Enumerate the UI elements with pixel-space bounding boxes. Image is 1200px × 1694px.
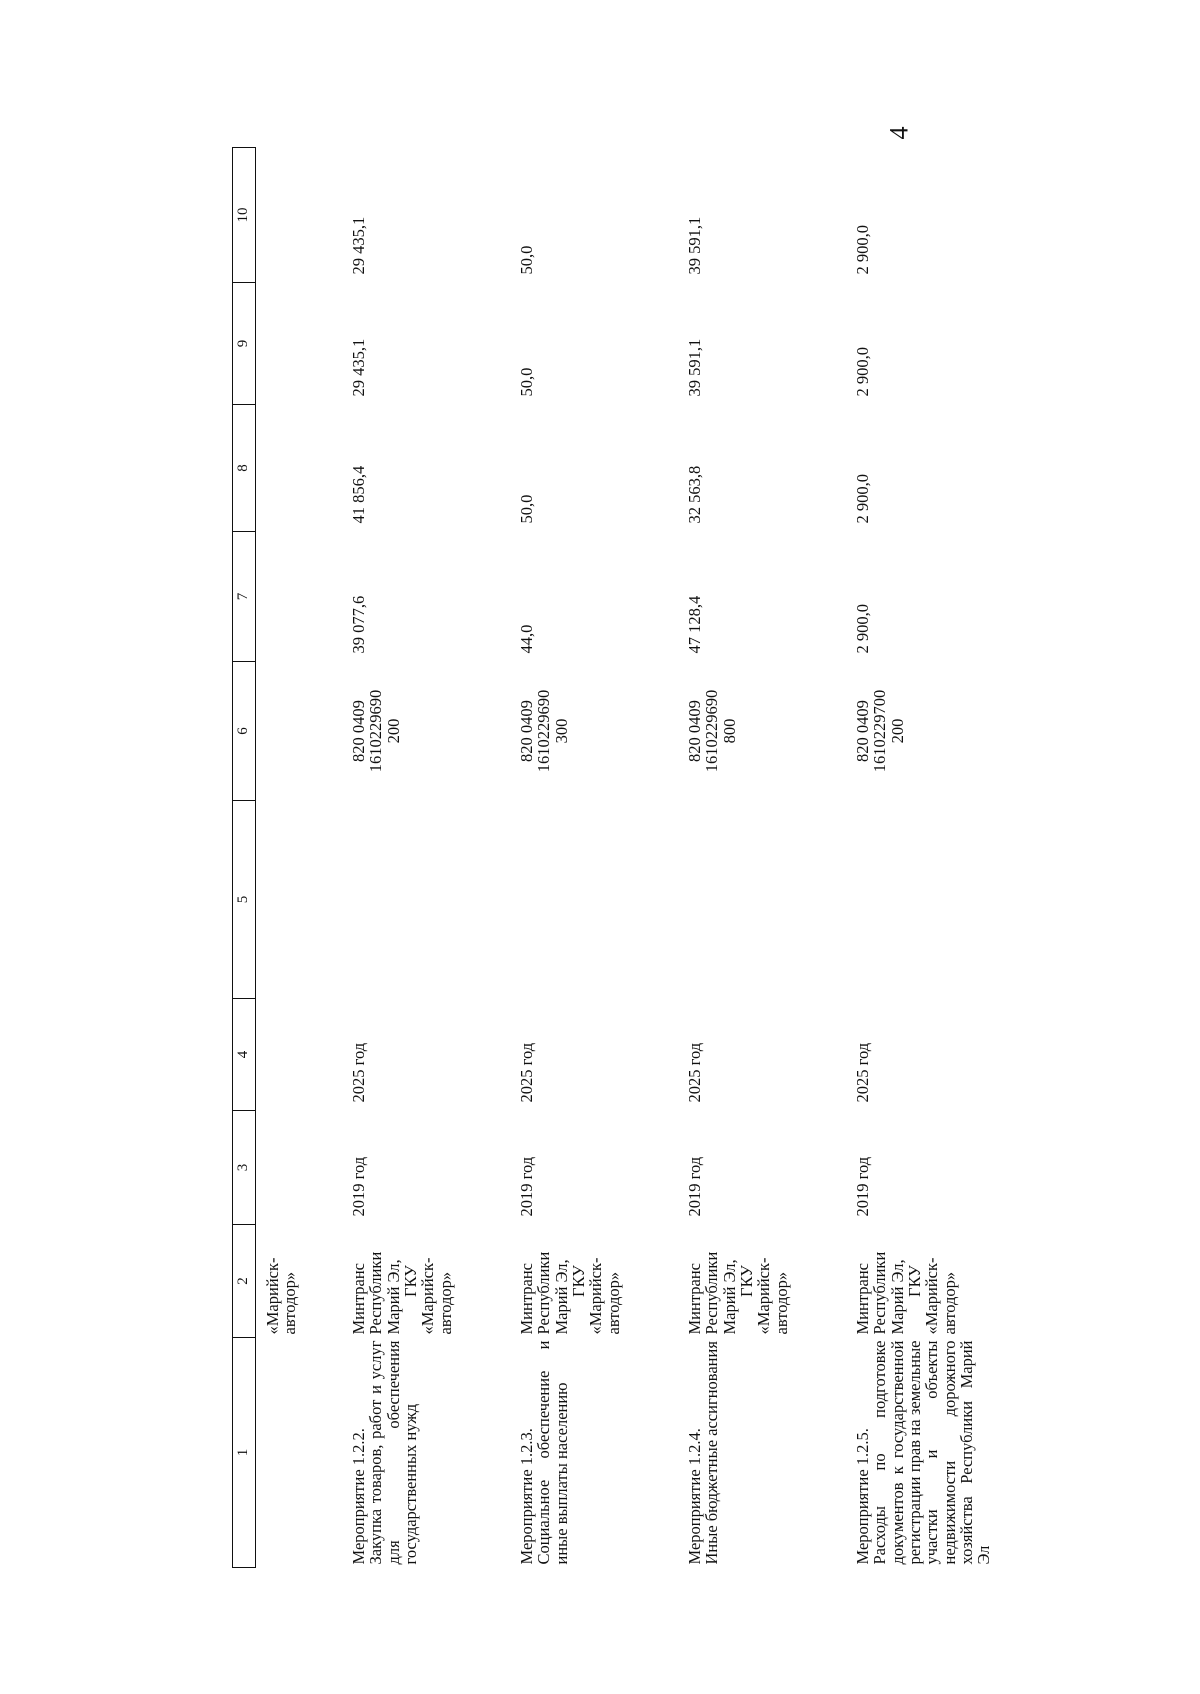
value-col8: 32 563,8 [685,465,704,524]
value-col8: 2 900,0 [853,474,872,524]
executor-line: «Марийск- [586,1257,606,1335]
start-year-cell: 2019 год [853,1156,872,1217]
executor-line: «Марийск- [754,1257,774,1335]
measure-cell [680,1338,848,1568]
executor-cell [680,1225,848,1338]
executor-line: Минтранс [853,1263,872,1335]
header-col-3: 3 [233,1111,256,1225]
code-line: 1610229690 [534,689,554,773]
table-row [344,148,512,1568]
header-col-4: 4 [233,999,256,1111]
measure-description: Закупка товаров, работ и услуг для обеспечения государственных нужд [366,1340,420,1565]
measure-number: Мероприятие 1.2.3. [517,1428,536,1565]
header-col-8: 8 [233,405,256,532]
executor-cell [512,1225,680,1338]
end-year-cell: 2025 год [853,1042,872,1103]
budget-code-cell [344,662,512,801]
measure-description: Иные бюджетные ассигнования [702,1341,722,1565]
value-col8: 50,0 [517,494,536,524]
table-row [512,148,680,1568]
table-row [680,148,848,1568]
col5-cell [680,801,848,999]
measure-number: Мероприятие 1.2.4. [685,1428,704,1565]
header-col-2: 2 [233,1225,256,1338]
executor-line: автодор» [435,1271,455,1335]
executor-line: автодор» [939,1271,959,1335]
executor-line: Республики [366,1251,386,1335]
value-col10: 39 591,1 [685,216,704,275]
start-year-cell: 2019 год [349,1156,368,1217]
cont-line: автодор» [280,1271,300,1335]
executor-line: Минтранс [685,1263,704,1335]
page-number: 4 [884,126,914,140]
code-line: 200 [887,718,907,744]
executor-line: Марий Эл, [887,1259,907,1335]
budget-code-cell [848,662,1016,801]
value-col7: 44,0 [517,624,536,654]
executor-line: ГКУ [568,1265,588,1297]
executor-line: Марий Эл, [383,1259,403,1335]
value-col7: 2 900,0 [853,604,872,654]
table-row [848,148,1016,1568]
table-header [233,148,256,1568]
header-col-9: 9 [233,283,256,405]
budget-code-cell [680,662,848,801]
code-line: 200 [383,718,403,744]
header-col-6: 6 [233,662,256,801]
value-col9: 2 900,0 [853,347,872,397]
executor-line: автодор» [771,1271,791,1335]
measure-cell [848,1338,1016,1568]
end-year-cell: 2025 год [349,1042,368,1103]
cont-cell-1 [256,1338,345,1568]
header-col-7: 7 [233,532,256,662]
code-line: 300 [551,718,571,744]
executor-line: ГКУ [400,1265,420,1297]
code-line: 820 0409 [853,700,872,762]
value-col8: 41 856,4 [349,465,368,524]
value-col10: 2 900,0 [853,225,872,275]
end-year-cell: 2025 год [685,1042,704,1103]
measure-number: Мероприятие 1.2.2. [349,1428,368,1565]
value-col9: 29 435,1 [349,338,368,397]
value-col9: 50,0 [517,367,536,397]
executor-line: Марий Эл, [551,1259,571,1335]
executor-line: автодор» [603,1271,623,1335]
code-line: 820 0409 [517,700,536,762]
executor-line: Республики [702,1251,722,1335]
budget-code-cell [512,662,680,801]
header-col-1: 1 [233,1338,256,1568]
rotated-table-container [232,148,992,1568]
measure-description: Социальное обеспечение и иные выплаты населению [534,1340,571,1565]
code-line: 820 0409 [685,700,704,762]
executor-line: ГКУ [904,1265,924,1297]
executor-line: Республики [870,1251,890,1335]
start-year-cell: 2019 год [685,1156,704,1217]
header-col-10: 10 [233,148,256,283]
col5-cell [848,801,1016,999]
executor-line: Минтранс [349,1263,368,1335]
continuation-row [256,148,345,1568]
start-year-cell: 2019 год [517,1156,536,1217]
executor-cell [344,1225,512,1338]
measure-description: Расходы по подготовке документов к государственной регистрации прав на земельные участки и объекты недвижимости дорожного хозяйства Республики Марий Эл [870,1340,994,1565]
executor-cell [848,1225,1016,1338]
executor-line: Минтранс [517,1263,536,1335]
measure-number: Мероприятие 1.2.5. [853,1428,872,1565]
end-year-cell: 2025 год [517,1042,536,1103]
value-col7: 39 077,6 [349,595,368,654]
col5-cell [344,801,512,999]
cont-cell-2 [256,1225,345,1338]
budget-table [232,147,1016,1568]
measure-cell [512,1338,680,1568]
value-col10: 29 435,1 [349,216,368,275]
executor-line: ГКУ [736,1265,756,1297]
header-col-5: 5 [233,801,256,999]
value-col7: 47 128,4 [685,595,704,654]
executor-line: Республики [534,1251,554,1335]
code-line: 1610229700 [870,689,890,773]
code-line: 820 0409 [349,700,368,762]
executor-line: «Марийск- [418,1257,438,1335]
col5-cell [512,801,680,999]
executor-line: Марий Эл, [719,1259,739,1335]
code-line: 1610229690 [366,689,386,773]
value-col9: 39 591,1 [685,338,704,397]
code-line: 800 [719,718,739,744]
code-line: 1610229690 [702,689,722,773]
measure-cell [344,1338,512,1568]
executor-line: «Марийск- [922,1257,942,1335]
value-col10: 50,0 [517,245,536,275]
cont-line: «Марийск- [263,1257,282,1335]
